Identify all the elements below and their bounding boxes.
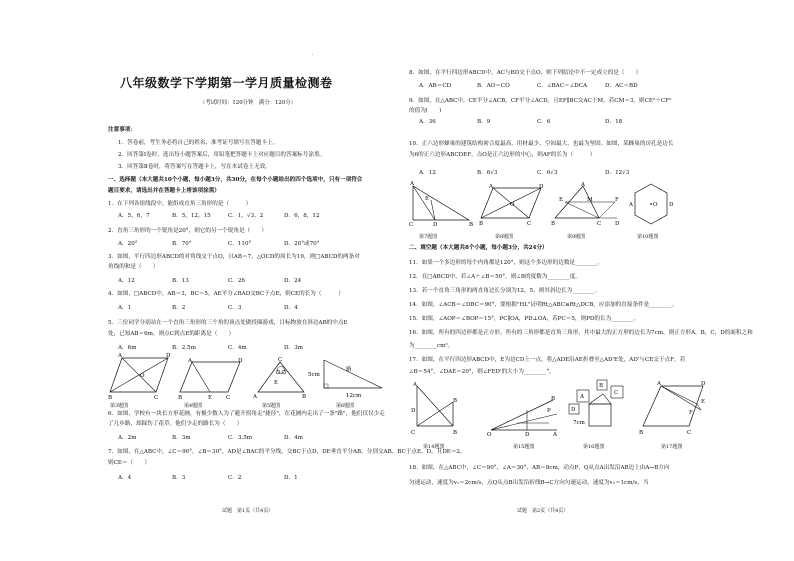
section1-heading: 一、选择题（本大题共10个小题，每小题3分，共30分，在每个小题给出的四个选项中，只有一项符合 [108,177,363,183]
svg-text:F: F [689,410,693,416]
exam-title: 八年级数学下学期第一学月质量检测卷 [120,76,333,90]
svg-text:B: B [479,221,484,227]
q12-text: 12．在□ABCD中，若∠A＋∠B＝50°，则∠B的度数为________度。 [409,274,581,280]
q9-text-cont: 的值为( ) [409,108,442,114]
q6-opt-d: D．4m [284,435,303,441]
q4-text: 4．如图，□ABCD中，AB＝3，BC＝5，AE平分∠BAD交BC于点E，则CE的长为（ ） [108,291,344,297]
q1-opt-c: C．1，√3，2 [228,213,264,219]
svg-text:C: C [278,357,283,363]
svg-text:D: D [701,381,706,387]
svg-text:B: B [453,430,458,436]
q14-text: 14．如图，∠ACB＝∠DBC＝90°，要根据"HL"证明Rt△ABC≌Rt△DCB，应添加的直接条件是________。 [409,302,678,308]
q16-text-cont: 为________cm²。 [409,343,454,349]
q10-text-cont: 为6的正六边形ABCDEF，点O是正六边形的中心，则AF的长为（ ） [409,152,596,158]
svg-text:B: B [551,221,556,227]
exam-meta: （考试时间：120分钟 满分：120分） [200,100,297,106]
svg-text:O: O [510,202,515,208]
svg-text:C: C [597,221,602,227]
q9-text: 9．如图，在△ABC中，CE平分∠ACB，CF平分∠ACD，且EF∥BC交AC于M，若CM＝3，则CE²＋CF² [409,98,672,104]
q10-opt-c: C．6√3 [537,170,558,176]
svg-text:A: A [580,394,584,400]
caption-fig10: 第10题图 [637,234,659,240]
svg-text:A: A [629,202,633,208]
note-1: 1．答卷前，考生务必将自己的姓名、准考证号填写在答题卡上。 [118,140,279,146]
q8-text: 8．如图，在平行四边形ABCD中，AC与BD交于点O，则下列结论中不一定成立的是（ ） [409,70,642,76]
svg-text:A: A [410,181,414,187]
q7-text: 7．如图，在△ABC中，∠C＝90°，∠B＝30°，AD是∠BAC的平分线，交BC于点D，DE垂直平分AB，分别交AB、BC于点E、D，且DE＝2， [108,449,466,455]
svg-text:B: B [639,430,644,436]
fig16-label-7cm: 7cm [573,420,585,426]
q5-text-cont: 处，已知AB＝6m，则点C到点E的距离是（ ） [108,331,235,337]
q2-opt-d: D．20°或70° [284,241,320,247]
q7-opt-c: C．2 [228,475,242,481]
note-3: 3．回答第Ⅱ卷时，将答案写在答题卡上，写在本试卷上无效。 [118,164,271,170]
svg-text:D: D [525,432,530,438]
q1-opt-b: B．5，12，15 [172,213,211,219]
svg-text:B: B [453,398,458,404]
q8-opt-c: C．∠BAC＝∠DCA [537,83,588,89]
svg-text:D: D [411,408,416,414]
svg-text:E: E [425,196,430,202]
q11-text: 11．如果一个多边形的每个内角都是120°，则这个多边形的边数是________。 [409,260,603,266]
svg-text:C: C [154,395,159,401]
q3-text: 3．如图，平行四边形ABCD的对角线交于点O，且AB＝7，△OCD的周长为19，则□ABCD的两条对 [108,254,360,260]
fig6-label-road: 路 [346,367,352,373]
page-footer-2: 试题 第2页（共4页） [517,508,569,514]
q10-text: 10．正六边形蜂巢的建筑结构密合度最高、用材最少、空间最大、也最为坚固。如图，某蜂巢的房孔是边长 [409,141,674,147]
q3-opt-a: A．12 [118,278,135,284]
caption-fig8: 第8题图 [495,234,514,240]
q10-opt-d: D．12√3 [605,170,630,176]
svg-text:E: E [208,395,213,401]
svg-text:C: C [226,395,231,401]
q10-opt-b: B．6√3 [477,170,498,176]
q7-opt-a: A．4 [118,475,132,481]
q6-opt-b: B．3m [172,435,191,441]
caption-fig3: 第3题图 [110,403,129,409]
page-footer-1: 试题 第1页（共4页） [222,508,274,514]
q15-text: 15．如图，∠AOP＝∠BOP＝15°，PC∥OA，PD⊥OA，若PC＝5，则PD的长为________。 [409,316,640,322]
q3-text-cont: 角线的和是（ ） [108,264,159,270]
svg-text:B: B [599,383,604,389]
q17-text: 17．如图，在平行四边形ABCD中，E为边CD上一点，将△ADE沿AE折叠至△AD'E处，AD'与CE交于点F，若 [409,357,686,363]
svg-text:C: C [614,390,619,396]
q3-opt-c: C．26 [228,278,245,284]
q4-opt-b: B．2 [172,305,186,311]
caption-fig14: 第14题图 [423,444,445,450]
note-2: 2．回答第Ⅰ卷时，选出每小题答案后，用铅笔把答题卡上对应题目的答案标号涂黑。 [118,152,326,158]
q1-text: 1．在下列各组线段中，能组成直角三角形的是（ ） [108,201,252,207]
q4-opt-d: D．4 [284,305,298,311]
figure-6-garden [308,356,386,402]
svg-text:D: D [669,202,674,208]
svg-text:A: A [553,432,557,438]
svg-text:A: A [657,381,661,387]
q9-opt-b: B．9 [477,119,491,125]
figure-7-triangle [409,180,473,226]
svg-text:A: A [581,182,585,188]
svg-text:B: B [178,395,183,401]
svg-text:A: A [188,358,192,364]
caption-fig16: 第16题图 [583,444,605,450]
svg-text:E: E [701,399,706,405]
q2-opt-b: B．70° [172,241,192,247]
caption-fig7: 第7题图 [419,234,438,240]
q16-text: 16．如图，所有的四边形都是正方形，所有的三角形都是直角三角形，其中最大的正方形的边长为7cm，则正方形A，B，C，D的面积之和 [409,330,753,336]
svg-text:D: D [433,222,438,228]
caption-fig15: 第15题图 [513,444,535,450]
svg-text:A: A [489,184,493,190]
page-right [397,0,794,561]
figure-17-parallelogram [637,380,709,436]
q17-text-cont: ∠B＝54°，∠DAE＝20°，则∠FED'的大小为________°。 [409,369,555,375]
fig6-label-5cm: 5cm [308,372,320,378]
q6-opt-c: C．3.5m [228,435,253,441]
svg-text:B: B [469,222,474,228]
q18-text: 18．如图，在△ABC中，∠C＝90°，∠A＝30°，AB＝8cm，动点P、Q从点A出发沿AB边上由A→B方向 [409,465,670,471]
svg-text:A: A [253,394,257,400]
q10-opt-a: A．12 [419,170,436,176]
q2-opt-a: A．20° [118,241,138,247]
q5-opt-a: A．6m [118,345,137,351]
q1-opt-d: D．6，8，12 [284,213,320,219]
q2-text: 2．直角三角形的一个锐角是20°，则它的另一个锐角是（ ） [108,228,267,234]
q4-opt-a: A．1 [118,305,132,311]
caption-fig6: 第6题图 [336,403,355,409]
svg-text:D: D [539,184,544,190]
figure-8-parallelogram [479,184,543,226]
svg-text:A: A [118,353,122,359]
q9-opt-a: A．36 [419,119,436,125]
q6-text: 6．如图，学校有一块长方形花圃，有极少数人为了避开拐角走"捷径"，在花圃内走出了一条"路"，他们仅仅少走 [108,411,385,417]
notes-heading: 注意事项： [108,127,136,133]
q2-opt-c: C．110° [228,241,252,247]
svg-text:D: D [571,407,576,413]
section2-heading: 二、填空题（本大题共8个小题，每小题3分，共24分） [409,245,548,251]
svg-text:C: C [687,430,692,436]
q13-text: 13．若一个直角三角形的两直角边长分别为12、5，则其斜边长为________。 [409,288,601,294]
svg-text:A: A [413,382,417,388]
caption-fig17: 第17题图 [661,444,683,450]
q5-text: 5．三位同学分别站在一个直角三角形的三个角的顶点处做投圈游戏，目标物放在斜边AB的中点E [108,320,348,326]
svg-text:C: C [527,221,532,227]
svg-text:D: D [166,353,171,359]
svg-text:O: O [487,432,492,438]
figure-15-angle [487,392,561,436]
svg-text:B: B [551,396,556,402]
q8-opt-d: D．AC＝BD [605,83,638,89]
q5-opt-d: D．3m [284,345,303,351]
top-dot: · [312,52,314,58]
q3-opt-b: B．13 [172,278,189,284]
caption-fig5: 第5题图 [262,403,281,409]
figure-5-triangle [250,356,310,400]
q9-opt-d: D．18 [605,119,623,125]
svg-text:B: B [108,395,113,401]
q3-opt-d: D．24 [284,278,302,284]
caption-fig4: 第4题图 [184,403,203,409]
figure-14-rectangle [411,382,461,436]
section1-heading-cont: 题目要求，请选出并在答题卡上将该项涂黑） [108,188,220,194]
svg-text:E: E [274,380,279,386]
svg-text:E: E [559,197,564,203]
q5-opt-b: B．2.5m [172,345,196,351]
svg-text:C: C [411,430,416,436]
svg-text:O: O [140,373,145,379]
figure-9-triangle [551,182,621,226]
q6-opt-a: A．2m [118,435,137,441]
q8-opt-b: B．AO＝CO [477,83,510,89]
q8-opt-a: A．AB＝CD [419,83,452,89]
q5-opt-c: C．4m [228,345,247,351]
figure-16-squares [565,374,635,438]
figure-10-hexagon [629,180,674,232]
svg-text:B: B [302,394,307,400]
q7-opt-b: B．3 [172,475,186,481]
caption-fig9: 第9题图 [567,234,586,240]
svg-text:F: F [615,197,619,203]
q9-opt-c: C．6 [537,119,551,125]
q4-opt-c: C．3 [228,305,242,311]
q6-text-cont: 了几步路，却踩伤了花草。他们少走的路长为（ ） [108,421,243,427]
svg-text:P: P [547,408,551,414]
figure-3-parallelogram [108,352,170,400]
svg-text:D: D [615,221,620,227]
q7-text-cont: 则CE＝（ ） [108,460,150,466]
svg-text:C: C [409,222,414,228]
q1-opt-a: A．5，6，7 [118,213,150,219]
q18-text-cont: 匀速运动，速度为v₁＝2cm/s，点Q从点B出发沿折线B→C方向匀速运动，速度为v₂＝1cm/s，当 [409,480,649,486]
fig6-label-12cm: 12cm [346,393,362,399]
q7-opt-d: D．1 [284,475,298,481]
figure-4-parallelogram [178,358,242,400]
svg-text:D: D [238,358,243,364]
svg-text:M: M [587,197,593,203]
svg-text:O: O [653,202,658,208]
